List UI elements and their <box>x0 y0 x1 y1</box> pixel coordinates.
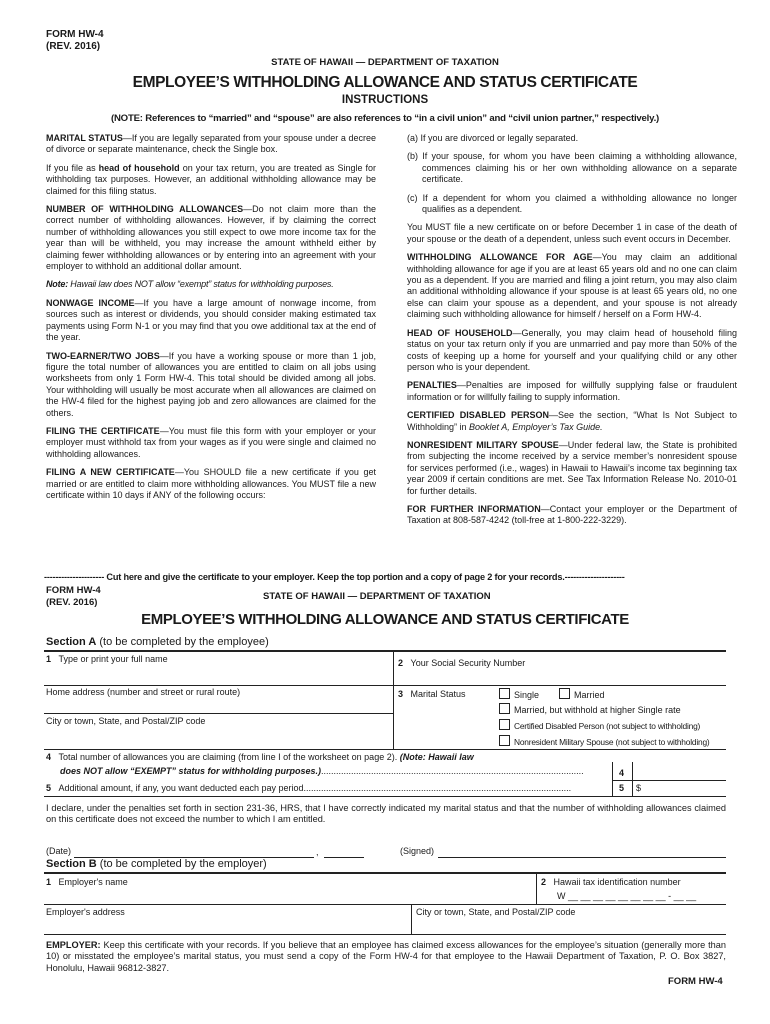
marital-status-para: MARITAL STATUS—If you are legally separated from your spouse under a decree of divorce or separate maintenance, check the Single box. <box>46 133 376 155</box>
section-a-rule <box>44 650 726 652</box>
civil-union-note: (NOTE: References to “married” and “spouse” are also references to “in a civil union” and “civil union partner,” respectively.) <box>110 113 660 124</box>
section-a-heading: Section A (to be completed by the employee) <box>46 636 269 648</box>
line-4-box-number: 4 <box>619 768 625 778</box>
tax-id-input[interactable]: W __ __ __ __ __ __ __ __ - __ __ <box>557 891 697 901</box>
city-input[interactable] <box>46 728 391 746</box>
marital-status-label: 3 Marital Status <box>398 689 466 699</box>
dollar-sign: $ <box>636 783 642 793</box>
age-allowance-para: WITHHOLDING ALLOWANCE FOR AGE—You may claim an additional withholding allowance for age if you are at least 65 years old and no one can claim you as a dependent. If you are married and filing a joint return, you may also claim an additional withholding allowance if your spouse is at least 65 years old, no one else can claim your spouse as a dependent, and your spouse is not already claiming such withholding allowance for himself / herself on a Form HW-4. <box>407 252 737 320</box>
line-4-note: does NOT allow “EXEMPT” status for withholding purposes.)......................................................................................................... <box>60 766 584 776</box>
condition-b: (b) If your spouse, for whom you have been claiming a withholding allowance, commences claiming his or her own withholding allowance on a separate certificate. <box>407 151 737 185</box>
date-input[interactable] <box>74 844 364 857</box>
filing-certificate-para: FILING THE CERTIFICATE—You must file this form with your employer or your employer must withhold tax from your wages as if you were single and claimed no withholding allowances. <box>46 425 377 459</box>
section-b-heading: Section B (to be completed by the employer) <box>46 858 267 870</box>
certificate-department: STATE OF HAWAII — DEPARTMENT OF TAXATION <box>263 591 491 602</box>
line-4-label: 4 Total number of allowances you are claiming (from line I of the worksheet on page 2). (Note: Hawaii law <box>46 752 474 762</box>
checkbox-icon <box>499 735 510 746</box>
rule <box>44 934 726 935</box>
checkbox-icon <box>559 688 570 699</box>
condition-a: (a) If you are divorced or legally separated. <box>407 133 579 143</box>
disabled-person-checkbox[interactable]: Certified Disabled Person (not subject to withholding) <box>499 719 700 731</box>
employer-city-label: City or town, State, and Postal/ZIP code <box>416 907 576 917</box>
cut-line: --------------------- Cut here and give the certificate to your employer. Keep the top portion and a copy of page 2 for your records.--------------------- <box>44 572 625 582</box>
condition-c: (c) If a dependent for whom you claimed a withholding allowance no longer qualifies as a dependent. <box>407 192 737 215</box>
rule <box>44 796 726 797</box>
ssn-label: 2 Your Social Security Number <box>398 658 526 668</box>
number-allowances-para: NUMBER OF WITHHOLDING ALLOWANCES—Do not claim more than the correct number of withholding allowances. However, if by claiming the correct number of withholding allowances you still expect to owe more income tax for the year than will be withheld, you may increase the amount withheld either by claiming fewer withholding allowances or by entering into an agreement with your employer to withhold an additional dollar amount. <box>46 204 376 272</box>
instructions-right-column <box>407 133 737 527</box>
additional-amount-input[interactable] <box>645 781 724 795</box>
page-title: EMPLOYEE’S WITHHOLDING ALLOWANCE AND STATUS CERTIFICATE <box>132 74 638 91</box>
certificate-title: EMPLOYEE’S WITHHOLDING ALLOWANCE AND STATUS CERTIFICATE <box>141 611 629 628</box>
checkbox-icon <box>499 688 510 699</box>
employer-name-input[interactable] <box>46 889 531 903</box>
new-certificate-para: FILING A NEW CERTIFICATE—You SHOULD file a new certificate if you get married or are entitled to claim more withholding allowances. You MUST file a new certificate within 10 days if ANY of the following occurs: <box>46 467 377 500</box>
signed-label: (Signed) <box>400 846 435 856</box>
form-number: FORM HW-4 (REV. 2016) <box>46 29 104 52</box>
line-5-box-number: 5 <box>619 783 625 793</box>
exempt-note: Note: Hawaii law does NOT allow “exempt” status for withholding purposes. <box>46 279 334 290</box>
ssn-input[interactable] <box>398 670 724 684</box>
nonwage-income-para: NONWAGE INCOME—If you have a large amount of nonwage income, from sources such as interest or dividends, you should consider making estimated tax payments using Form N-1 or you may find that you owe additional tax at the end of the year. <box>46 297 376 343</box>
employer-address-input[interactable] <box>46 919 406 933</box>
date-comma: , <box>316 847 319 857</box>
military-spouse-para: NONRESIDENT MILITARY SPOUSE—Under federal law, the State is prohibited from subjecting the income received by a service member’s nonresident spouse for services performed (i.e., wages) in Hawaii to Hawaii’s income tax beginning tax year 2009 if certain conditions are met. See Tax Information Release No. 2010-01 for further details. <box>407 439 737 496</box>
further-info-para: FOR FURTHER INFORMATION—Contact your employer or the Department of Taxation at 808-587-4242 (toll-free at 1-800-222-3229). <box>407 503 737 526</box>
column-divider <box>536 872 537 905</box>
line-5-label: 5 Additional amount, if any, you want deducted each pay period........................................................................................................... <box>46 783 572 793</box>
year-line <box>324 857 364 858</box>
home-address-input[interactable] <box>46 698 391 712</box>
employer-city-input[interactable] <box>416 919 724 933</box>
hoh-para: HEAD OF HOUSEHOLD—Generally, you may claim head of household filing status on your tax return only if you are unmarried and pay more than 50% of the costs of keeping up a home for yourself and your qualifying child or any other person who is your dependent. <box>407 327 737 372</box>
rule <box>44 749 726 750</box>
declaration: I declare, under the penalties set forth in section 231-36, HRS, that I have correctly indicated my marital status and that the number of withholding allowances claimed on this certificate does not exceed the number to which I am entitled. <box>46 803 726 825</box>
married-checkbox[interactable]: Married <box>559 688 605 700</box>
head-of-household-para: If you file as head of household on your tax return, you are treated as Single for withholding tax purposes. However, an additional withholding allowance may be claimed for this filing status. <box>46 162 377 196</box>
instructions-left-column <box>46 133 376 501</box>
checkbox-icon <box>499 703 510 714</box>
employer-name-label: 1 Employer's name <box>46 877 128 887</box>
certificate-form-number: FORM HW-4 (REV. 2016) <box>46 585 101 608</box>
employer-instructions: EMPLOYER: Keep this certificate with your records. If you believe that an employee has claimed excess allowances for the employee’s situation (generally more than 10) or misstated the employee’s marital status, you must send a copy of the Form HW-4 for that employee to the Hawaii Department of Taxation, P. O. Box 3827, Honolulu, Hawaii 96812-3827. <box>46 940 726 973</box>
home-address-label: Home address (number and street or rural route) <box>46 687 241 697</box>
footer-form-number: FORM HW-4 <box>668 976 723 987</box>
employer-address-label: Employer's address <box>46 907 125 917</box>
single-checkbox[interactable]: Single <box>499 688 539 700</box>
column-divider <box>411 904 412 934</box>
signature-line <box>438 857 726 858</box>
married-single-rate-checkbox[interactable]: Married, but withhold at higher Single rate <box>499 703 681 715</box>
section-b-rule <box>44 872 726 874</box>
two-earner-para: TWO-EARNER/TWO JOBS—If you have a working spouse or more than 1 job, figure the total number of allowances you are entitled to claim on all jobs using worksheets from only 1 Form HW-4. This total should be divided among all jobs. Your withholding will usually be most accurate when all allowances are claimed on the HW-4 filed for the highest paying job and zero allowances are claimed for the others. <box>46 350 376 418</box>
rule <box>44 713 393 714</box>
penalties-para: PENALTIES—Penalties are imposed for willfully supplying false or fraudulent information or for willfully failing to supply information. <box>407 380 737 402</box>
date-label: (Date) <box>46 846 72 856</box>
full-name-label: 1 Type or print your full name <box>46 654 168 664</box>
full-name-input[interactable] <box>46 666 391 682</box>
allowances-input[interactable] <box>634 764 724 778</box>
military-spouse-checkbox[interactable]: Nonresident Military Spouse (not subject to withholding) <box>499 735 710 747</box>
rule <box>44 685 726 686</box>
disabled-person-para: CERTIFIED DISABLED PERSON—See the section, “What Is Not Subject to Withholding” in Booklet A, Employer’s Tax Guide. <box>407 410 737 432</box>
tax-id-label: 2 Hawaii tax identification number <box>541 877 681 887</box>
must-file-para: You MUST file a new certificate on or before December 1 in case of the death of your spouse or the death of a dependent, unless such event occurs in December. <box>407 222 737 244</box>
checkbox-icon <box>499 719 510 730</box>
signature-input[interactable] <box>438 844 726 857</box>
column-divider <box>393 650 394 750</box>
city-label: City or town, State, and Postal/ZIP code <box>46 716 206 726</box>
rule <box>44 904 726 905</box>
department: STATE OF HAWAII — DEPARTMENT OF TAXATION <box>271 57 499 68</box>
instructions-heading: INSTRUCTIONS <box>341 94 429 106</box>
